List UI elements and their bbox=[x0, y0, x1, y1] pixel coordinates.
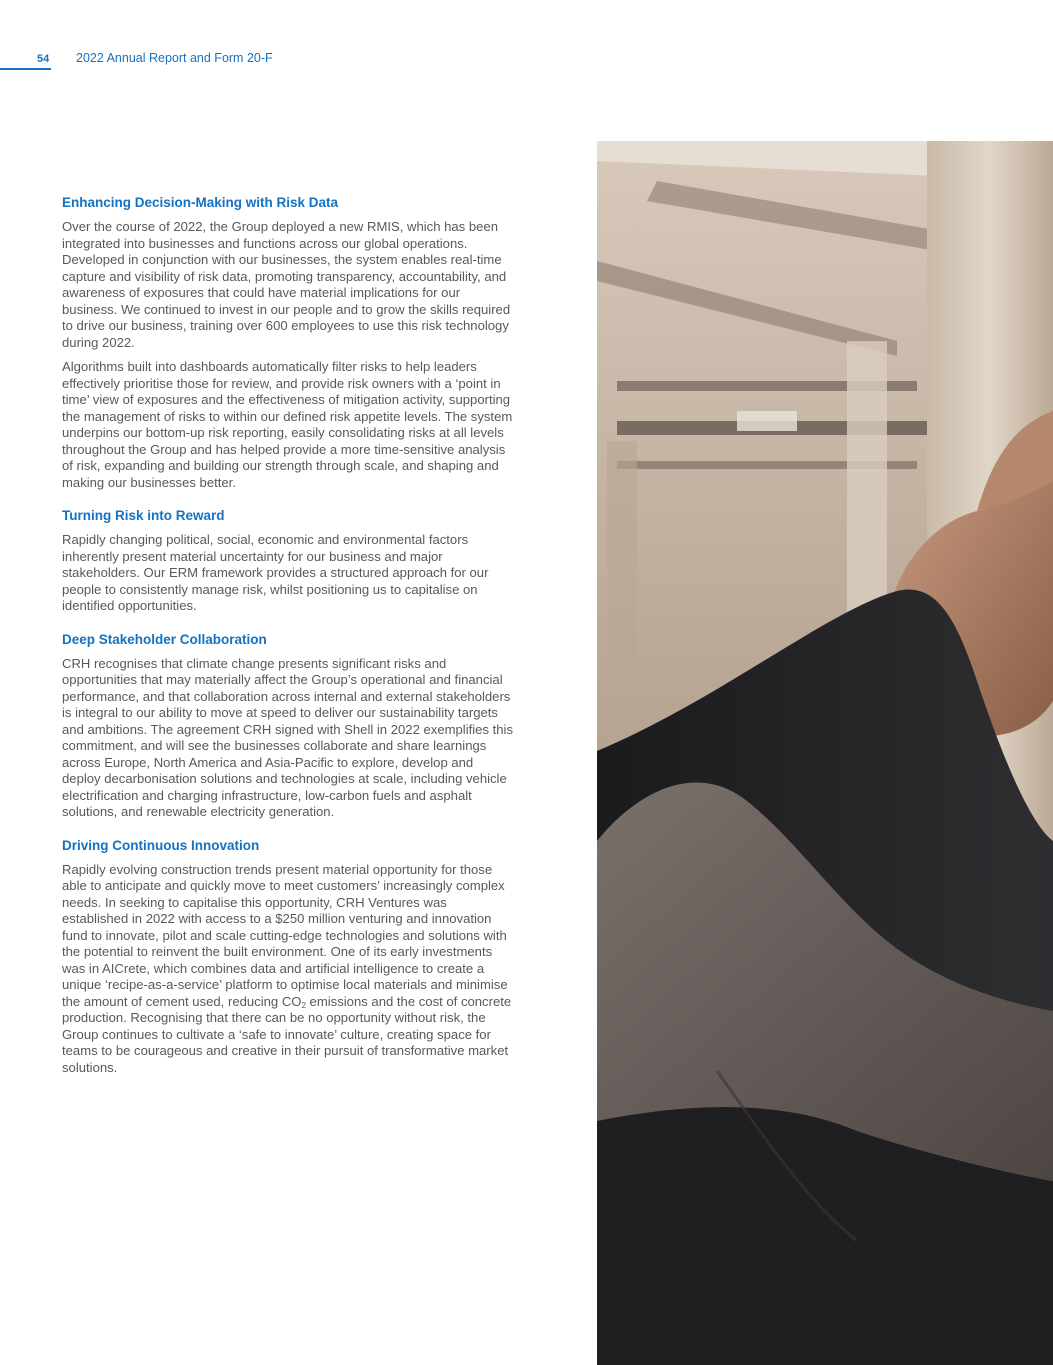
page-header bbox=[0, 48, 300, 70]
photo-illustration bbox=[597, 141, 1053, 1365]
paragraph: CRH recognises that climate change presents significant risks and opportunities that may materially affect the Group’s operational and financial performance, and that collaboration across internal and external stakeholders is integral to our ability to move at speed to deliver our sustainability targets and ambitions. The agreement CRH signed with Shell in 2022 exemplifies this commitment, and will see the businesses collaborate and share learnings across Europe, North America and Asia-Pacific to explore, develop and deploy decarbonisation solutions and technologies at scale, including vehicle electrification and charging infrastructure, low-carbon fuels and asphalt solutions, and renewable electricity generation. bbox=[62, 655, 514, 819]
main-text-column bbox=[62, 194, 514, 1092]
paragraph bbox=[62, 862, 514, 1077]
worker-arm-photo bbox=[597, 141, 1053, 1365]
section-heading: Deep Stakeholder Collaboration bbox=[62, 631, 267, 647]
paragraph: Rapidly changing political, social, economic and environmental factors inherently present material uncertainty for our business and major stakeholders. Our ERM framework provides a structured approach for our people to consistently manage risk, whilst positioning us to capitalise on identified opportunities. bbox=[62, 532, 489, 613]
section-heading: Turning Risk into Reward bbox=[62, 508, 225, 523]
section-heading: Driving Continuous Innovation bbox=[62, 837, 260, 853]
section-risk-reward bbox=[62, 507, 514, 615]
section-heading: Enhancing Decision-Making with Risk Data bbox=[62, 195, 339, 210]
page-number: 54 bbox=[37, 53, 50, 65]
page-number-underline bbox=[0, 68, 51, 70]
subscript-two: 2 bbox=[301, 1000, 306, 1010]
paragraph: Algorithms built into dashboards automatically filter risks to help leaders effectively prioritise those for review, and provide risk owners with a ‘point in time’ view of exposures and the effectiveness of mitigation activity, supporting the management of risks to within our defined risk appetite levels. The system underpins our bottom-up risk reporting, easily consolidating risks at all levels throughout the Group and has helped provide a more time-sensitive analysis of risk, expanding and building our strength through scale, and shaping and making our businesses better. bbox=[62, 359, 513, 490]
section-stakeholder-collaboration bbox=[62, 631, 514, 821]
paragraph-text-part: Rapidly evolving construction trends present material opportunity for those able to anticipate and quickly move to meet customers’ increasingly complex needs. In seeking to capitalise this opportunity, CRH Ventures was established in 2022 with access to a $250 million venturing and innovation fund to innovate, pilot and scale cutting-edge technologies and solutions with the potential to reinvent the built environment. One of its early investments was in AICrete, which combines data and artificial intelligence to create a unique ‘recipe-as-a-service’ platform to optimise local materials and minimise the amount of cement used, reducing CO bbox=[62, 861, 508, 1009]
section-continuous-innovation bbox=[62, 837, 514, 1077]
paragraph-text-part: emissions and the cost of concrete production. Recognising that there can be no opportunity without risk, the Group continues to cultivate a ‘safe to innovate’ culture, creating space for teams to be courageous and creative in their pursuit of transformative market solutions. bbox=[62, 993, 512, 1075]
paragraph: Over the course of 2022, the Group deployed a new RMIS, which has been integrated into businesses and functions across our global operations. Developed in conjunction with our businesses, the system enables real-time capture and visibility of risk data, promoting transparency, accountability, and awareness of exposures that could have material implications for our business. We continued to invest in our people and to grow the skills required to drive our business, training over 600 employees to use this risk technology during 2022. bbox=[62, 219, 511, 350]
report-title: 2022 Annual Report and Form 20-F bbox=[76, 51, 273, 65]
section-risk-data bbox=[62, 194, 514, 491]
